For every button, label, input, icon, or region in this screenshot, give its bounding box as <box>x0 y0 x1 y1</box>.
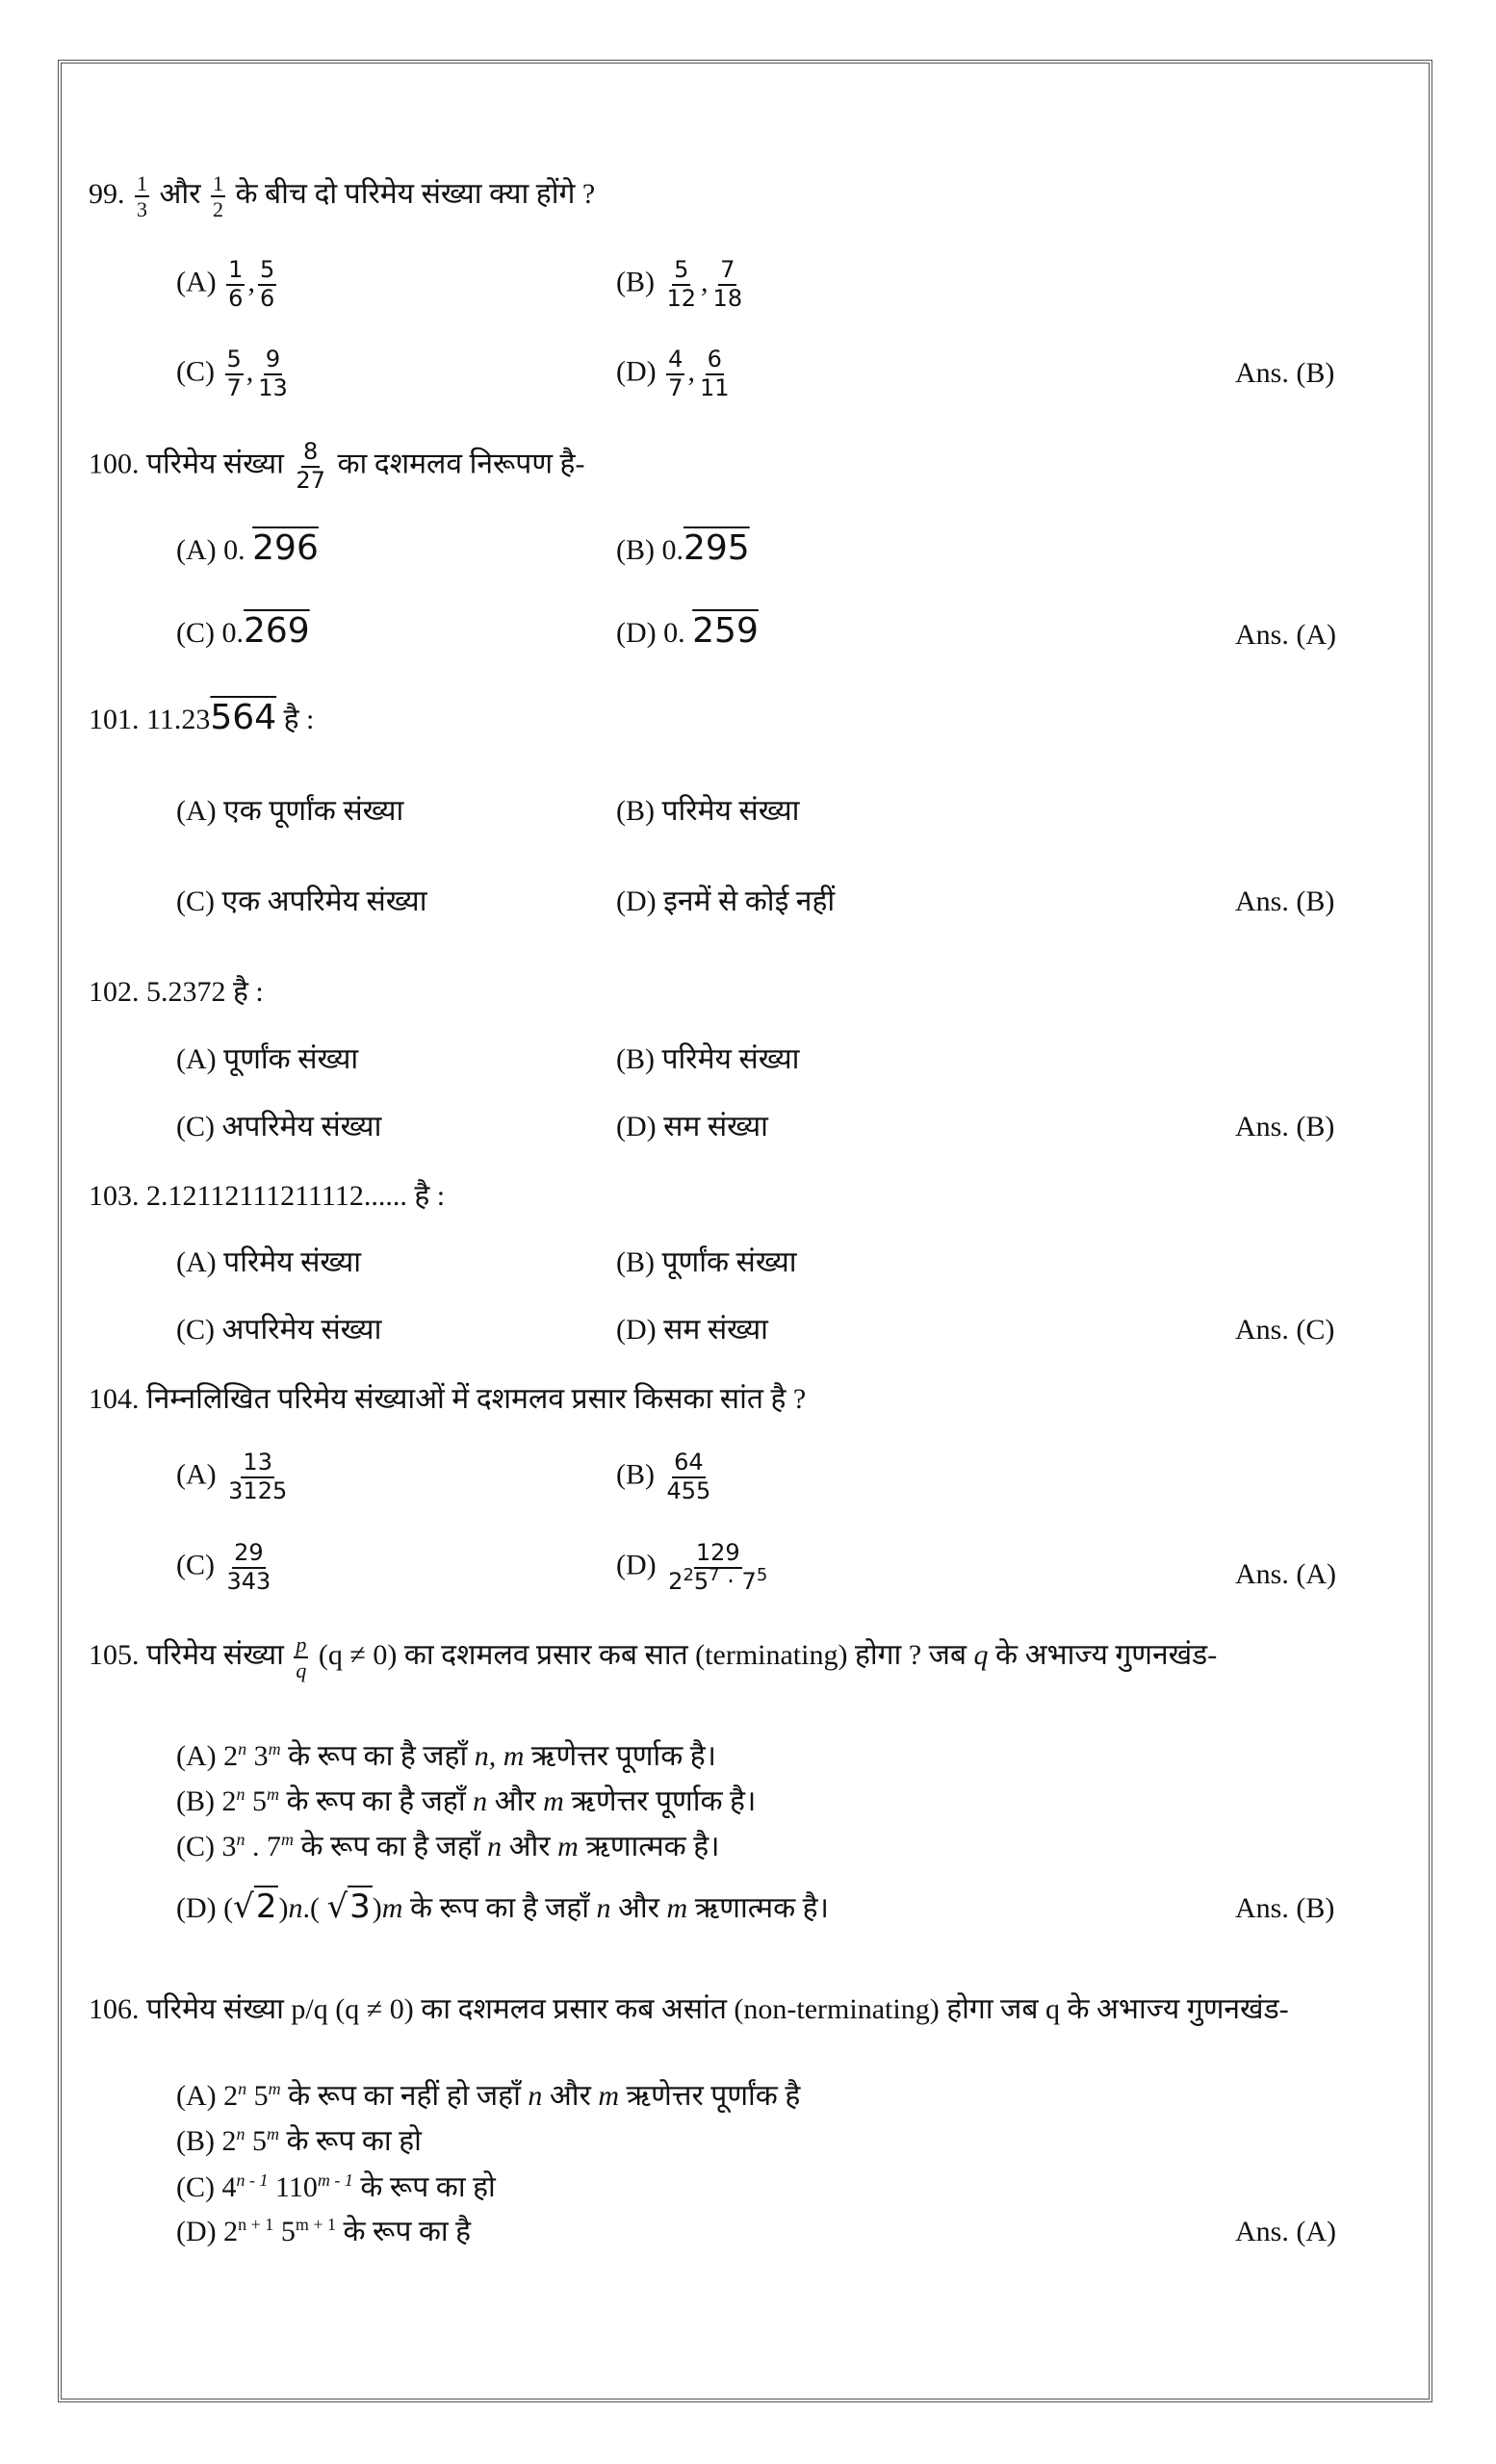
numerator: 129 <box>694 1540 742 1569</box>
option-c[interactable] <box>176 1113 381 1142</box>
fraction <box>226 257 245 312</box>
text: (A) <box>176 2080 217 2112</box>
text: 2 <box>221 2125 237 2157</box>
numerator: 1 <box>211 171 225 197</box>
text: (D) <box>176 2216 217 2247</box>
option-d[interactable] <box>616 1540 772 1595</box>
option-d[interactable] <box>616 1316 768 1345</box>
text: 2 <box>668 1567 684 1595</box>
exponent: n - 1 <box>236 2170 269 2190</box>
text: m <box>381 1892 403 1924</box>
option-a[interactable] <box>176 1248 361 1277</box>
text: (C) <box>176 1831 215 1862</box>
answer: Ans. (B) <box>1235 1892 1335 1924</box>
fraction <box>226 1450 289 1504</box>
text: (A) <box>176 1043 217 1075</box>
text: 2.12112111211112...... है : <box>146 1180 446 1212</box>
text: (C) <box>176 1549 215 1581</box>
text: (B) <box>616 1246 655 1278</box>
text: सम संख्या <box>663 1314 768 1346</box>
text: 5 <box>252 2125 267 2157</box>
answer: Ans. (A) <box>1235 1558 1336 1590</box>
text: 5 <box>252 1785 267 1817</box>
denominator: 11 <box>699 373 730 401</box>
repeating-decimal: 259 <box>692 611 759 651</box>
text: ऋणात्मक है। <box>585 1831 720 1862</box>
denominator: 6 <box>228 284 244 312</box>
option-d[interactable] <box>616 887 835 916</box>
text: 3 <box>253 1740 269 1772</box>
text: . <box>252 1831 260 1862</box>
fraction <box>211 171 225 222</box>
text: के रूप का है जहाँ <box>409 1892 590 1924</box>
answer: Ans. (B) <box>1235 1111 1335 1142</box>
text: (B) <box>616 1458 655 1491</box>
text: 7 <box>741 1567 757 1595</box>
text: (A) <box>176 266 217 298</box>
fraction <box>665 1450 713 1504</box>
denominator: 18 <box>712 284 743 312</box>
numerator: 1 <box>135 171 149 197</box>
text: के रूप का है जहाँ <box>286 1785 466 1817</box>
option-d[interactable]: (D) $\frac{4}{7}$ , $\frac{6}{11}$ <box>616 346 730 401</box>
text: (B) <box>176 2125 215 2157</box>
numerator: 29 <box>232 1540 266 1569</box>
text: 2 <box>223 2080 239 2112</box>
text: और <box>159 178 201 211</box>
numerator: 1 <box>226 257 245 286</box>
text: के रूप का है जहाँ <box>300 1831 480 1862</box>
denominator: 12 <box>666 284 697 312</box>
fraction <box>294 439 327 494</box>
denominator: 7 <box>226 373 242 401</box>
text: 2 <box>223 1740 239 1772</box>
text: (A) <box>176 795 217 827</box>
option-b[interactable] <box>176 2124 422 2157</box>
repeating-decimal: 295 <box>684 528 750 568</box>
exponent: m + 1 <box>295 2215 336 2234</box>
text: (B) <box>616 1043 655 1075</box>
option-a[interactable] <box>176 528 319 568</box>
repeating-decimal: 269 <box>244 611 310 651</box>
denominator: 7 <box>668 373 684 401</box>
text: परिमेय संख्या <box>146 1639 284 1672</box>
denominator: q <box>296 1658 307 1683</box>
fraction <box>256 346 290 401</box>
text: ऋणेत्तर पूर्णांक है <box>626 2080 801 2112</box>
sqrt-symbol: √3 <box>326 1887 371 1926</box>
option-c[interactable] <box>176 1540 275 1595</box>
option-d[interactable]: (D) (√2)n.( √3)m के रूप का है जहाँ n और m ऋणात्मक है। <box>176 1887 829 1926</box>
question-text: के बीच दो परिमेय संख्या क्या होंगे ? <box>235 178 596 211</box>
fraction <box>135 171 149 222</box>
text: अपरिमेय संख्या <box>221 1314 382 1346</box>
text: 103. <box>89 1180 140 1212</box>
denominator: 2 <box>212 197 223 222</box>
text: परिमेय संख्या p/q (q ≠ 0) का दशमलव प्रसार कब असांत (non-terminating) होगा जब q के अभाज्य गुणनखंड- <box>146 1993 1289 2025</box>
numerator: 7 <box>718 257 736 286</box>
sqrt-symbol: √2 <box>233 1887 277 1926</box>
exponent: 7 <box>709 1564 720 1585</box>
question-101 <box>89 698 315 737</box>
text: (B) <box>616 795 655 827</box>
fraction <box>225 1540 273 1595</box>
text: ऋणेत्तर पूर्णाक है। <box>571 1785 757 1817</box>
exponent: m <box>268 2079 281 2098</box>
option-d[interactable] <box>616 1113 768 1142</box>
text: के अभाज्य गुणनखंड- <box>995 1639 1218 1672</box>
fraction <box>258 257 276 312</box>
text: परिमेय संख्या <box>661 795 800 827</box>
exponent: 2 <box>683 1564 694 1585</box>
text: 0. <box>221 617 244 649</box>
text: और <box>508 1831 551 1862</box>
answer: Ans. (B) <box>1235 357 1335 389</box>
denominator <box>666 1564 769 1596</box>
option-c[interactable] <box>176 611 310 651</box>
text: परिमेय संख्या <box>223 1246 362 1278</box>
fraction <box>294 1632 308 1683</box>
text: 106. <box>89 1993 140 2025</box>
question-104 <box>89 1385 806 1414</box>
option-d[interactable] <box>176 2215 472 2247</box>
numerator: 6 <box>706 346 724 375</box>
text: और <box>618 1892 660 1924</box>
exponent: n <box>236 1784 245 1804</box>
numerator: 8 <box>301 439 320 468</box>
text: (A) <box>176 1740 217 1772</box>
text: 3 <box>221 1831 237 1862</box>
numerator: 64 <box>672 1450 706 1478</box>
option-d[interactable] <box>616 611 759 651</box>
option-a[interactable] <box>176 1739 717 1772</box>
text: (A) <box>176 534 217 566</box>
text: अपरिमेय संख्या <box>221 1111 382 1142</box>
question-number: 99. <box>89 178 125 211</box>
text: का दशमलव निरूपण है- <box>337 448 585 480</box>
option-c[interactable] <box>176 1830 720 1862</box>
text: परिमेय संख्या <box>146 448 284 480</box>
exponent: n + 1 <box>238 2215 274 2234</box>
exponent: n <box>238 1739 247 1758</box>
text: m <box>543 1785 564 1817</box>
exponent: n <box>238 2079 247 2098</box>
numerator: p <box>294 1632 308 1658</box>
text: (C) <box>176 1314 215 1346</box>
text: q <box>973 1639 989 1672</box>
option-a[interactable] <box>176 1450 292 1504</box>
text: (q ≠ 0) <box>318 1639 398 1672</box>
text: 2 <box>221 1785 237 1817</box>
text: 0. <box>663 617 685 649</box>
fraction <box>698 346 732 401</box>
option-b[interactable]: (B) $\frac{5}{12}$ , $\frac{7}{18}$ <box>616 256 743 312</box>
option-b[interactable] <box>616 1045 799 1074</box>
text: (C) <box>176 617 215 649</box>
question-102 <box>89 978 264 1007</box>
exponent: n <box>236 2124 245 2143</box>
denominator: 3125 <box>228 1476 288 1504</box>
text: एक पूर्णांक संख्या <box>223 795 404 827</box>
numerator: 13 <box>241 1450 274 1478</box>
option-b[interactable] <box>616 528 750 568</box>
text: n <box>487 1831 503 1862</box>
option-b[interactable] <box>616 1248 797 1277</box>
text: 0. <box>223 534 245 566</box>
text: n, m <box>474 1740 525 1772</box>
option-a[interactable]: (A) $\frac{1}{6}$ , $\frac{5}{6}$ <box>176 256 275 312</box>
option-c[interactable] <box>176 2170 496 2203</box>
text: (D) <box>616 1314 657 1346</box>
text: m <box>598 2080 620 2112</box>
text: n <box>288 1892 303 1924</box>
option-c[interactable]: (C) $\frac{5}{7}$ , $\frac{9}{13}$ <box>176 346 288 401</box>
text: (D) <box>616 355 657 388</box>
option-b[interactable] <box>176 1784 757 1817</box>
question-103 <box>89 1182 445 1211</box>
text: इनमें से कोई नहीं <box>663 886 836 917</box>
exponent: 5 <box>756 1564 768 1585</box>
text: 5.2372 है : <box>146 976 264 1008</box>
text: पूर्णांक संख्या <box>661 1246 797 1278</box>
text: 100. <box>89 448 140 480</box>
text: (C) <box>176 886 215 917</box>
answer: Ans. (A) <box>1235 619 1336 651</box>
fraction <box>711 257 745 312</box>
text: एक अपरिमेय संख्या <box>221 886 427 917</box>
text: (D) <box>616 617 657 649</box>
text: (D) <box>616 886 657 917</box>
denominator: 27 <box>296 466 325 494</box>
option-a[interactable] <box>176 1045 358 1074</box>
exponent: m - 1 <box>317 2170 353 2190</box>
text: (B) <box>176 1785 215 1817</box>
fraction <box>665 257 699 312</box>
question-106 <box>89 1995 1289 2024</box>
text: परिमेय संख्या <box>661 1043 800 1075</box>
text: 110 <box>275 2171 318 2203</box>
text: (A) <box>176 1246 217 1278</box>
text: 5 <box>693 1567 709 1595</box>
numerator: 5 <box>672 257 690 286</box>
option-b[interactable] <box>616 797 799 826</box>
text: निम्नलिखित परिमेय संख्याओं में दशमलव प्रसार किसका सांत है ? <box>146 1383 807 1415</box>
text: (D) <box>176 1892 217 1924</box>
text: m <box>557 1831 579 1862</box>
text: 5 <box>253 2080 269 2112</box>
exponent: m <box>267 2124 279 2143</box>
text: (A) <box>176 1458 217 1491</box>
fraction <box>666 1540 769 1595</box>
text: 2 <box>255 1887 277 1926</box>
text: 0. <box>661 534 684 566</box>
option-a[interactable] <box>176 797 403 826</box>
denominator: 343 <box>226 1567 271 1595</box>
numerator: 5 <box>258 257 276 286</box>
answer: Ans. (B) <box>1235 886 1335 917</box>
text: 104. <box>89 1383 140 1415</box>
question-105 <box>89 1632 1217 1683</box>
denominator: 6 <box>259 284 275 312</box>
option-b[interactable] <box>616 1450 715 1504</box>
answer: Ans. (A) <box>1235 2216 1336 2247</box>
text: (C) <box>176 355 215 388</box>
text: (C) <box>176 2171 215 2203</box>
repeating-decimal: 296 <box>252 528 319 568</box>
denominator: 455 <box>666 1476 711 1504</box>
text: n <box>528 2080 543 2112</box>
text: और <box>494 1785 536 1817</box>
text: 5 <box>280 2216 296 2247</box>
denominator: 13 <box>258 373 288 401</box>
text: 102. <box>89 976 140 1008</box>
text: 2 <box>223 2216 239 2247</box>
text: सम संख्या <box>663 1111 768 1142</box>
text: के रूप का नहीं हो जहाँ <box>288 2080 521 2112</box>
exponent: m <box>268 1739 281 1758</box>
numerator: 9 <box>264 346 282 375</box>
text: 4 <box>221 2171 237 2203</box>
exponent: m <box>267 1784 279 1804</box>
option-c[interactable] <box>176 887 426 916</box>
fraction <box>225 346 244 401</box>
text: n <box>596 1892 611 1924</box>
exponent: n <box>236 1830 245 1849</box>
text: 105. <box>89 1639 140 1672</box>
page-border <box>58 60 1432 2402</box>
text: और <box>549 2080 591 2112</box>
text: के रूप का है <box>343 2216 472 2247</box>
text: के रूप का हो <box>286 2125 422 2157</box>
option-c[interactable] <box>176 1316 381 1345</box>
text: (C) <box>176 1111 215 1142</box>
text: के रूप का हो <box>360 2171 496 2203</box>
text: 7 <box>267 1831 281 1862</box>
text: है : <box>283 704 315 735</box>
text: 3 <box>349 1887 371 1926</box>
question-100 <box>89 439 584 494</box>
numerator: 4 <box>666 346 684 375</box>
question-99 <box>89 171 595 222</box>
repeating-decimal: 564 <box>210 698 277 737</box>
text: ऋणात्मक है। <box>694 1892 829 1924</box>
text: (D) <box>616 1111 657 1142</box>
answer: Ans. (C) <box>1235 1314 1335 1346</box>
denominator: 3 <box>137 197 147 222</box>
numerator: 5 <box>225 346 244 375</box>
text: (B) <box>616 266 655 298</box>
fraction <box>666 346 684 401</box>
text: 11.23 <box>146 704 211 735</box>
text: 101. <box>89 704 140 735</box>
text: n <box>473 1785 488 1817</box>
text: का दशमलव प्रसार कब सात (terminating) होगा ? जब <box>403 1639 967 1672</box>
text: (B) <box>616 534 655 566</box>
text: · <box>727 1567 735 1595</box>
text: m <box>666 1892 688 1924</box>
option-a[interactable] <box>176 2079 801 2112</box>
text: ऋणेत्तर पूर्णाक है। <box>530 1740 717 1772</box>
text: पूर्णांक संख्या <box>223 1043 359 1075</box>
text: (D) <box>616 1549 657 1581</box>
text: के रूप का है जहाँ <box>288 1740 468 1772</box>
exponent: m <box>281 1830 294 1849</box>
